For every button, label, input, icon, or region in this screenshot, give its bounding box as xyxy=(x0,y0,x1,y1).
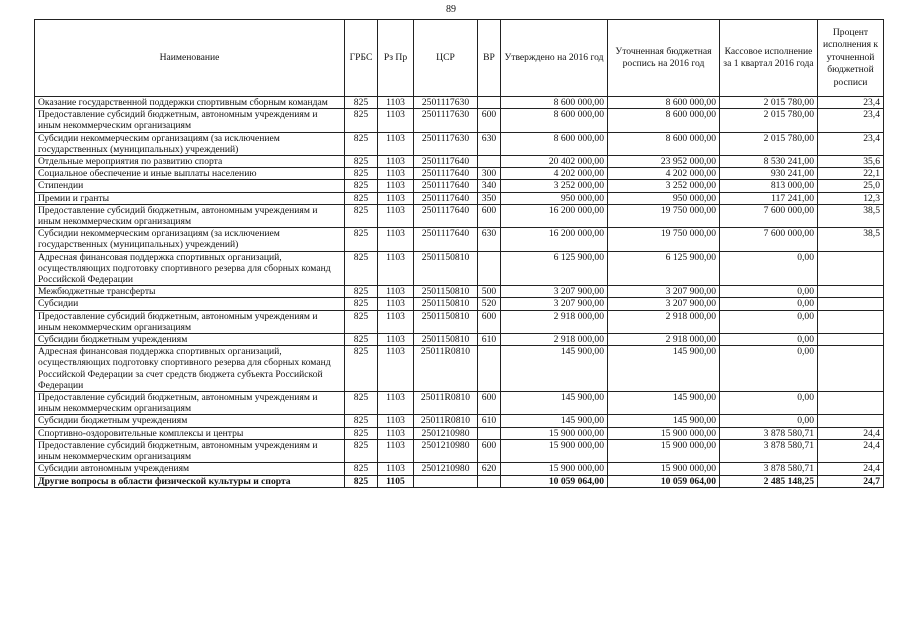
cell-cash: 813 000,00 xyxy=(720,180,818,192)
cell-cash: 2 015 780,00 xyxy=(720,109,818,132)
cell-percent: 23,4 xyxy=(818,97,884,109)
cell-refined: 145 900,00 xyxy=(608,415,720,427)
cell-percent xyxy=(818,251,884,286)
table-row xyxy=(35,97,884,109)
cell-approved: 2 918 000,00 xyxy=(501,334,608,346)
cell-grbs: 825 xyxy=(345,475,378,487)
cell-approved: 20 402 000,00 xyxy=(501,156,608,168)
table-row xyxy=(35,286,884,298)
cell-percent: 24,4 xyxy=(818,427,884,439)
cell-csr: 2501210980 xyxy=(414,427,478,439)
cell-rzpr: 1103 xyxy=(378,298,414,310)
cell-cash: 930 241,00 xyxy=(720,168,818,180)
cell-percent: 23,4 xyxy=(818,109,884,132)
cell-grbs: 825 xyxy=(345,251,378,286)
cell-percent: 23,4 xyxy=(818,132,884,155)
table-row xyxy=(35,180,884,192)
cell-vr xyxy=(478,346,501,392)
cell-rzpr: 1103 xyxy=(378,168,414,180)
cell-vr: 600 xyxy=(478,392,501,415)
cell-rzpr: 1103 xyxy=(378,346,414,392)
cell-vr: 620 xyxy=(478,463,501,475)
cell-csr: 2501117640 xyxy=(414,204,478,227)
cell-approved: 3 207 900,00 xyxy=(501,286,608,298)
cell-approved: 6 125 900,00 xyxy=(501,251,608,286)
cell-csr: 25011R0810 xyxy=(414,346,478,392)
cell-refined: 8 600 000,00 xyxy=(608,97,720,109)
table-row xyxy=(35,156,884,168)
cell-approved: 8 600 000,00 xyxy=(501,97,608,109)
total-row xyxy=(35,475,884,487)
cell-refined: 19 750 000,00 xyxy=(608,228,720,251)
cell-refined: 3 252 000,00 xyxy=(608,180,720,192)
cell-approved: 3 207 900,00 xyxy=(501,298,608,310)
cell-cash: 7 600 000,00 xyxy=(720,204,818,227)
header-name: Наименование xyxy=(35,20,345,97)
cell-rzpr: 1103 xyxy=(378,310,414,333)
header-csr: ЦСР xyxy=(414,20,478,97)
cell-vr: 630 xyxy=(478,132,501,155)
cell-percent xyxy=(818,298,884,310)
cell-rzpr: 1103 xyxy=(378,192,414,204)
cell-vr xyxy=(478,156,501,168)
cell-grbs: 825 xyxy=(345,286,378,298)
cell-grbs: 825 xyxy=(345,109,378,132)
cell-name: Оказание государственной поддержки спортивным сборным командам xyxy=(35,97,345,109)
table-row xyxy=(35,463,884,475)
cell-approved: 145 900,00 xyxy=(501,392,608,415)
cell-cash: 0,00 xyxy=(720,415,818,427)
cell-vr xyxy=(478,475,501,487)
cell-grbs: 825 xyxy=(345,180,378,192)
cell-cash: 0,00 xyxy=(720,251,818,286)
cell-grbs: 825 xyxy=(345,415,378,427)
cell-grbs: 825 xyxy=(345,346,378,392)
cell-csr: 2501150810 xyxy=(414,286,478,298)
cell-name: Предоставление субсидий бюджетным, автономным учреждениям и иным некоммерческим организациям xyxy=(35,310,345,333)
cell-grbs: 825 xyxy=(345,132,378,155)
table-row xyxy=(35,346,884,392)
cell-csr: 2501117640 xyxy=(414,180,478,192)
budget-table xyxy=(34,19,884,488)
cell-grbs: 825 xyxy=(345,204,378,227)
table-row xyxy=(35,427,884,439)
cell-approved: 16 200 000,00 xyxy=(501,204,608,227)
cell-percent xyxy=(818,415,884,427)
table-row xyxy=(35,109,884,132)
cell-vr: 600 xyxy=(478,439,501,462)
cell-percent: 25,0 xyxy=(818,180,884,192)
cell-rzpr: 1105 xyxy=(378,475,414,487)
cell-vr xyxy=(478,97,501,109)
cell-vr: 500 xyxy=(478,286,501,298)
cell-refined: 19 750 000,00 xyxy=(608,204,720,227)
cell-vr: 610 xyxy=(478,334,501,346)
cell-csr xyxy=(414,475,478,487)
cell-name: Субсидии бюджетным учреждениям xyxy=(35,334,345,346)
cell-refined: 8 600 000,00 xyxy=(608,109,720,132)
cell-cash: 0,00 xyxy=(720,334,818,346)
cell-name: Стипендии xyxy=(35,180,345,192)
cell-refined: 8 600 000,00 xyxy=(608,132,720,155)
cell-approved: 950 000,00 xyxy=(501,192,608,204)
table-row xyxy=(35,392,884,415)
cell-csr: 25011R0810 xyxy=(414,415,478,427)
cell-csr: 2501117640 xyxy=(414,228,478,251)
cell-percent xyxy=(818,334,884,346)
table-row xyxy=(35,415,884,427)
header-refined: Уточненная бюджетная роспись на 2016 год xyxy=(608,20,720,97)
cell-cash: 2 015 780,00 xyxy=(720,97,818,109)
cell-cash: 3 878 580,71 xyxy=(720,463,818,475)
cell-approved: 10 059 064,00 xyxy=(501,475,608,487)
cell-csr: 2501117640 xyxy=(414,192,478,204)
header-rzpr: Рз Пр xyxy=(378,20,414,97)
cell-csr: 2501150810 xyxy=(414,334,478,346)
cell-refined: 10 059 064,00 xyxy=(608,475,720,487)
cell-grbs: 825 xyxy=(345,439,378,462)
cell-percent: 24,4 xyxy=(818,463,884,475)
cell-csr: 2501117640 xyxy=(414,156,478,168)
table-row xyxy=(35,251,884,286)
table-row xyxy=(35,132,884,155)
cell-csr: 2501210980 xyxy=(414,439,478,462)
cell-percent xyxy=(818,346,884,392)
table-row xyxy=(35,228,884,251)
cell-percent: 24,7 xyxy=(818,475,884,487)
cell-percent: 22,1 xyxy=(818,168,884,180)
cell-rzpr: 1103 xyxy=(378,392,414,415)
cell-name: Предоставление субсидий бюджетным, автономным учреждениям и иным некоммерческим организациям xyxy=(35,392,345,415)
cell-name: Адресная финансовая поддержка спортивных организаций, осуществляющих подготовку спортивного резерва для сборных команд Российской Федерации xyxy=(35,251,345,286)
cell-percent: 35,6 xyxy=(818,156,884,168)
cell-grbs: 825 xyxy=(345,168,378,180)
cell-name: Премии и гранты xyxy=(35,192,345,204)
cell-vr: 610 xyxy=(478,415,501,427)
cell-refined: 3 207 900,00 xyxy=(608,286,720,298)
cell-grbs: 825 xyxy=(345,334,378,346)
cell-vr: 300 xyxy=(478,168,501,180)
cell-refined: 4 202 000,00 xyxy=(608,168,720,180)
cell-percent: 38,5 xyxy=(818,228,884,251)
cell-cash: 3 878 580,71 xyxy=(720,439,818,462)
cell-cash: 8 530 241,00 xyxy=(720,156,818,168)
cell-name: Спортивно-оздоровительные комплексы и центры xyxy=(35,427,345,439)
cell-rzpr: 1103 xyxy=(378,439,414,462)
cell-approved: 145 900,00 xyxy=(501,415,608,427)
cell-refined: 3 207 900,00 xyxy=(608,298,720,310)
table-row xyxy=(35,439,884,462)
cell-name: Отдельные мероприятия по развитию спорта xyxy=(35,156,345,168)
cell-grbs: 825 xyxy=(345,298,378,310)
cell-csr: 2501117630 xyxy=(414,109,478,132)
cell-rzpr: 1103 xyxy=(378,463,414,475)
cell-name: Субсидии xyxy=(35,298,345,310)
cell-name: Адресная финансовая поддержка спортивных организаций, осуществляющих подготовку спортивного резерва для сборных команд Российской Федерации за счет средств бюджета субъекта Российской Федерации xyxy=(35,346,345,392)
cell-cash: 117 241,00 xyxy=(720,192,818,204)
table-row xyxy=(35,204,884,227)
cell-approved: 4 202 000,00 xyxy=(501,168,608,180)
table-row xyxy=(35,310,884,333)
cell-cash: 2 015 780,00 xyxy=(720,132,818,155)
cell-csr: 2501150810 xyxy=(414,251,478,286)
cell-approved: 8 600 000,00 xyxy=(501,132,608,155)
cell-cash: 7 600 000,00 xyxy=(720,228,818,251)
cell-percent: 24,4 xyxy=(818,439,884,462)
header-cash: Кассовое исполнение за 1 квартал 2016 года xyxy=(720,20,818,97)
cell-refined: 15 900 000,00 xyxy=(608,463,720,475)
cell-vr xyxy=(478,427,501,439)
cell-csr: 2501150810 xyxy=(414,310,478,333)
cell-rzpr: 1103 xyxy=(378,132,414,155)
cell-cash: 0,00 xyxy=(720,310,818,333)
cell-vr: 350 xyxy=(478,192,501,204)
cell-csr: 2501117640 xyxy=(414,168,478,180)
cell-rzpr: 1103 xyxy=(378,204,414,227)
cell-csr: 2501117630 xyxy=(414,132,478,155)
table-row xyxy=(35,298,884,310)
table-row xyxy=(35,334,884,346)
cell-name: Межбюджетные трансферты xyxy=(35,286,345,298)
cell-grbs: 825 xyxy=(345,392,378,415)
cell-grbs: 825 xyxy=(345,427,378,439)
cell-approved: 16 200 000,00 xyxy=(501,228,608,251)
cell-csr: 2501117630 xyxy=(414,97,478,109)
cell-rzpr: 1103 xyxy=(378,415,414,427)
cell-cash: 0,00 xyxy=(720,298,818,310)
cell-name: Субсидии автономным учреждениям xyxy=(35,463,345,475)
cell-refined: 6 125 900,00 xyxy=(608,251,720,286)
header-grbs: ГРБС xyxy=(345,20,378,97)
cell-vr: 630 xyxy=(478,228,501,251)
cell-refined: 145 900,00 xyxy=(608,346,720,392)
cell-rzpr: 1103 xyxy=(378,286,414,298)
cell-name: Предоставление субсидий бюджетным, автономным учреждениям и иным некоммерческим организациям xyxy=(35,109,345,132)
cell-rzpr: 1103 xyxy=(378,180,414,192)
cell-percent xyxy=(818,286,884,298)
cell-grbs: 825 xyxy=(345,192,378,204)
cell-rzpr: 1103 xyxy=(378,334,414,346)
cell-rzpr: 1103 xyxy=(378,97,414,109)
cell-cash: 0,00 xyxy=(720,286,818,298)
cell-percent: 38,5 xyxy=(818,204,884,227)
cell-grbs: 825 xyxy=(345,97,378,109)
table-row xyxy=(35,168,884,180)
cell-refined: 145 900,00 xyxy=(608,392,720,415)
cell-rzpr: 1103 xyxy=(378,156,414,168)
cell-name: Предоставление субсидий бюджетным, автономным учреждениям и иным некоммерческим организациям xyxy=(35,439,345,462)
cell-grbs: 825 xyxy=(345,228,378,251)
cell-approved: 145 900,00 xyxy=(501,346,608,392)
cell-approved: 2 918 000,00 xyxy=(501,310,608,333)
cell-percent xyxy=(818,392,884,415)
header-vr: ВР xyxy=(478,20,501,97)
table-row xyxy=(35,192,884,204)
cell-vr xyxy=(478,251,501,286)
cell-approved: 15 900 000,00 xyxy=(501,463,608,475)
cell-refined: 2 918 000,00 xyxy=(608,334,720,346)
cell-vr: 600 xyxy=(478,310,501,333)
cell-refined: 15 900 000,00 xyxy=(608,427,720,439)
header-percent: Процент исполнения к уточненной бюджетной росписи xyxy=(818,20,884,97)
cell-refined: 23 952 000,00 xyxy=(608,156,720,168)
cell-approved: 3 252 000,00 xyxy=(501,180,608,192)
cell-approved: 15 900 000,00 xyxy=(501,439,608,462)
cell-name: Субсидии бюджетным учреждениям xyxy=(35,415,345,427)
cell-grbs: 825 xyxy=(345,463,378,475)
page-number: 89 xyxy=(446,4,456,15)
cell-csr: 25011R0810 xyxy=(414,392,478,415)
cell-rzpr: 1103 xyxy=(378,109,414,132)
cell-cash: 3 878 580,71 xyxy=(720,427,818,439)
cell-refined: 2 918 000,00 xyxy=(608,310,720,333)
cell-percent xyxy=(818,310,884,333)
cell-vr: 520 xyxy=(478,298,501,310)
cell-csr: 2501210980 xyxy=(414,463,478,475)
cell-cash: 0,00 xyxy=(720,346,818,392)
cell-vr: 600 xyxy=(478,204,501,227)
cell-rzpr: 1103 xyxy=(378,251,414,286)
cell-vr: 600 xyxy=(478,109,501,132)
table-header-row xyxy=(35,20,884,97)
cell-percent: 12,3 xyxy=(818,192,884,204)
header-approved: Утверждено на 2016 год xyxy=(501,20,608,97)
cell-name: Субсидии некоммерческим организациям (за исключением государственных (муниципальных) учреждений) xyxy=(35,228,345,251)
cell-name: Социальное обеспечение и иные выплаты населению xyxy=(35,168,345,180)
cell-name: Субсидии некоммерческим организациям (за исключением государственных (муниципальных) учреждений) xyxy=(35,132,345,155)
cell-cash: 0,00 xyxy=(720,392,818,415)
cell-name: Предоставление субсидий бюджетным, автономным учреждениям и иным некоммерческим организациям xyxy=(35,204,345,227)
cell-vr: 340 xyxy=(478,180,501,192)
cell-refined: 950 000,00 xyxy=(608,192,720,204)
cell-approved: 8 600 000,00 xyxy=(501,109,608,132)
cell-refined: 15 900 000,00 xyxy=(608,439,720,462)
cell-cash: 2 485 148,25 xyxy=(720,475,818,487)
cell-rzpr: 1103 xyxy=(378,427,414,439)
cell-approved: 15 900 000,00 xyxy=(501,427,608,439)
cell-rzpr: 1103 xyxy=(378,228,414,251)
cell-grbs: 825 xyxy=(345,310,378,333)
cell-grbs: 825 xyxy=(345,156,378,168)
cell-csr: 2501150810 xyxy=(414,298,478,310)
cell-name: Другие вопросы в области физической культуры и спорта xyxy=(35,475,345,487)
